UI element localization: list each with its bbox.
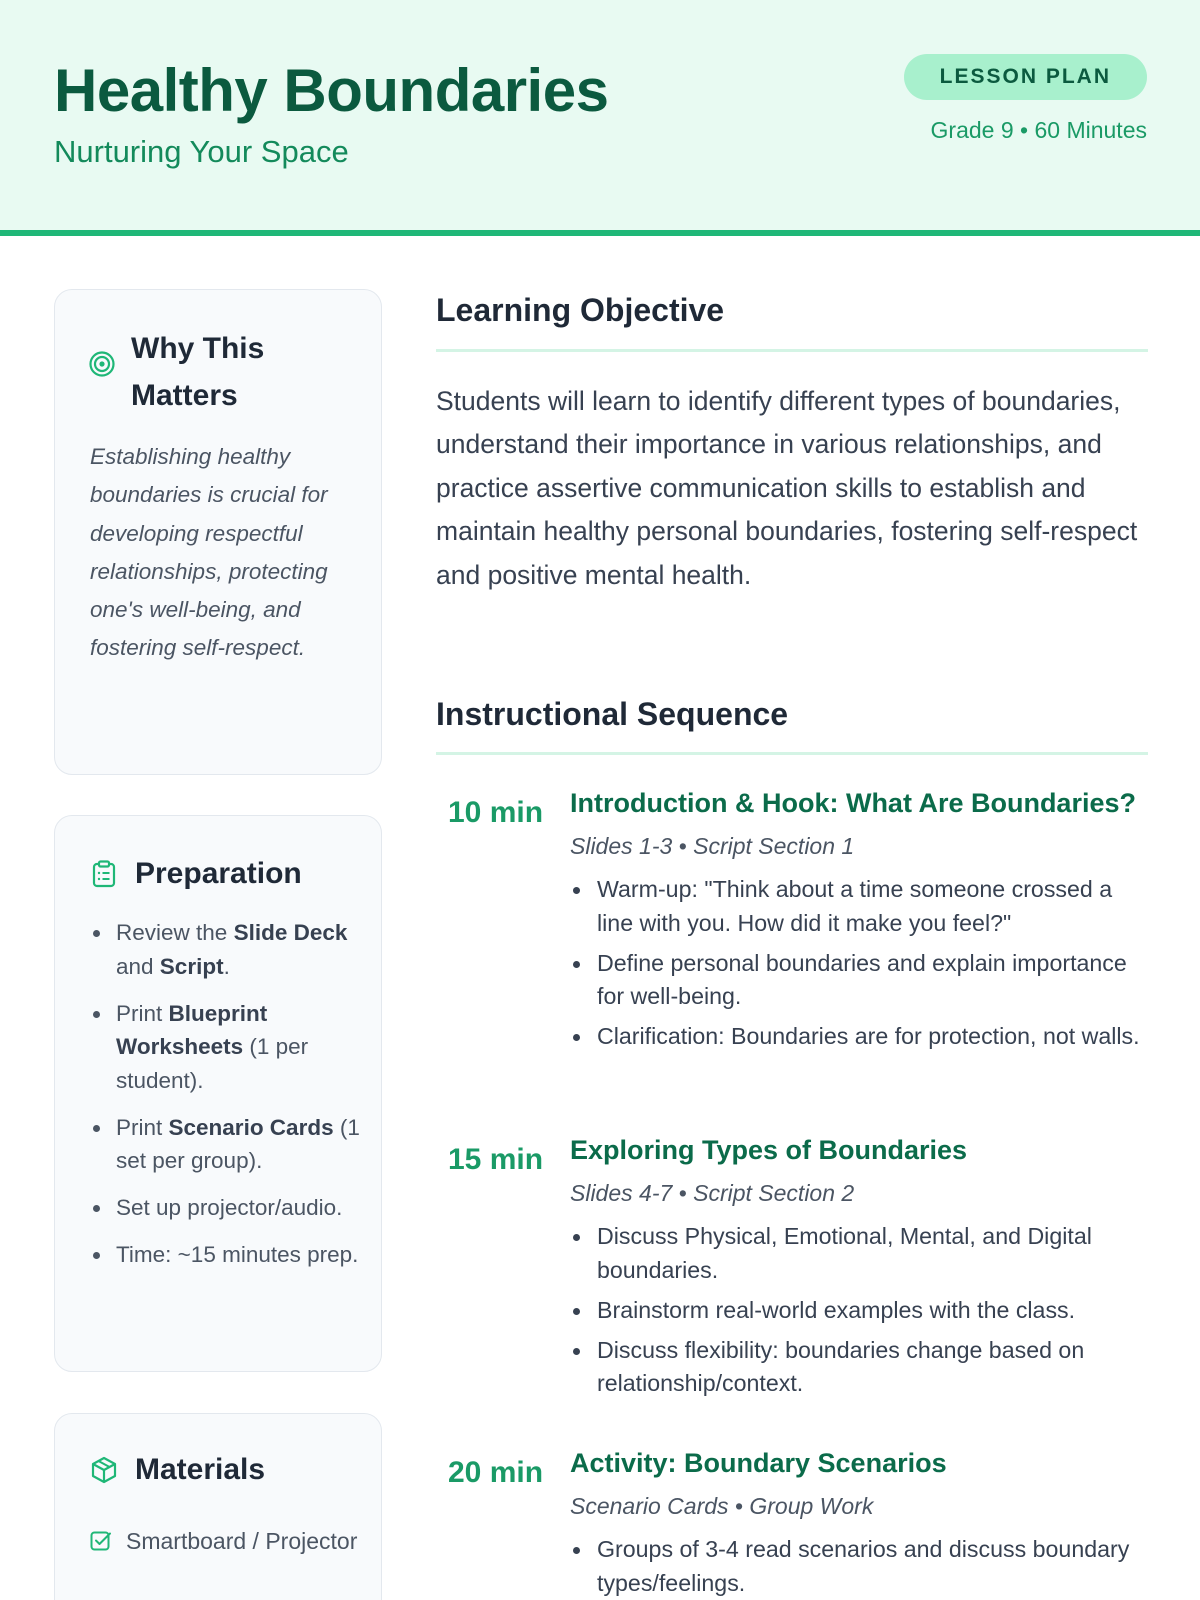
step-bullet: Discuss Physical, Emotional, Mental, and Digital boundaries. [570,1220,1148,1287]
package-icon [90,1456,118,1484]
step-reference: Slides 1-3 • Script Section 1 [570,833,855,859]
preparation-item: Review the Slide Deck and Script. [90,916,360,983]
checkbox-icon [90,1530,112,1552]
step-bullet: Brainstorm real-world examples with the class. [570,1294,1148,1328]
why-this-matters-title: Why This Matters [131,332,265,412]
step-title: Introduction & Hook: What Are Boundaries? [570,788,1136,818]
materials-title: Materials [135,1453,266,1486]
step-bullet-list [570,873,1148,1060]
materials-item-label: Smartboard / Projector [126,1528,358,1554]
learning-objective-text: Students will learn to identify different types of boundaries, understand their importance in various relationships, and practice assertive communication skills to establish and maintain healthy personal boundaries, fostering self-respect and positive mental health. [436,386,1138,590]
step-bullet-list [570,1533,1148,1600]
why-this-matters-card [54,289,382,775]
grade-duration-meta: Grade 9 • 60 Minutes [930,117,1147,143]
section-divider [436,349,1148,352]
step-reference: Slides 4-7 • Script Section 2 [570,1180,855,1206]
page-title: Healthy Boundaries [54,57,609,124]
page-header [0,0,1200,236]
target-icon [88,350,116,378]
preparation-item: Set up projector/audio. [90,1191,360,1225]
step-bullet: Clarification: Boundaries are for protection, not walls. [570,1020,1148,1054]
step-bullet: Warm-up: "Think about a time someone crossed a line with you. How did it make you feel?" [570,873,1148,940]
page-subtitle: Nurturing Your Space [54,134,349,169]
section-divider [436,752,1148,755]
step-duration: 15 min [448,1143,544,1176]
step-bullet: Discuss flexibility: boundaries change based on relationship/context. [570,1334,1148,1401]
step-title: Exploring Types of Boundaries [570,1135,968,1165]
step-bullet: Define personal boundaries and explain importance for well-being. [570,947,1148,1014]
preparation-card [54,815,382,1372]
why-this-matters-text: Establishing healthy boundaries is crucial for developing respectful relationships, protecting one's well-being, and fostering self-respect. [90,444,328,661]
materials-card [54,1413,382,1600]
step-bullet-list [570,1220,1148,1407]
preparation-list [90,916,360,1285]
preparation-item: Print Blueprint Worksheets (1 per student). [90,997,360,1098]
step-title: Activity: Boundary Scenarios [570,1448,947,1478]
preparation-item: Time: ~15 minutes prep. [90,1238,360,1272]
lesson-plan-badge: LESSON PLAN [904,54,1147,100]
clipboard-list-icon [90,860,118,888]
materials-item [90,1524,360,1558]
learning-objective-heading: Learning Objective [436,292,725,328]
preparation-item: Print Scenario Cards (1 set per group). [90,1111,360,1178]
step-bullet: Groups of 3-4 read scenarios and discuss boundary types/feelings. [570,1533,1148,1600]
step-duration: 10 min [448,796,544,829]
step-reference: Scenario Cards • Group Work [570,1493,874,1519]
step-duration: 20 min [448,1456,544,1489]
instructional-sequence-heading: Instructional Sequence [436,696,789,732]
preparation-title: Preparation [135,857,302,890]
